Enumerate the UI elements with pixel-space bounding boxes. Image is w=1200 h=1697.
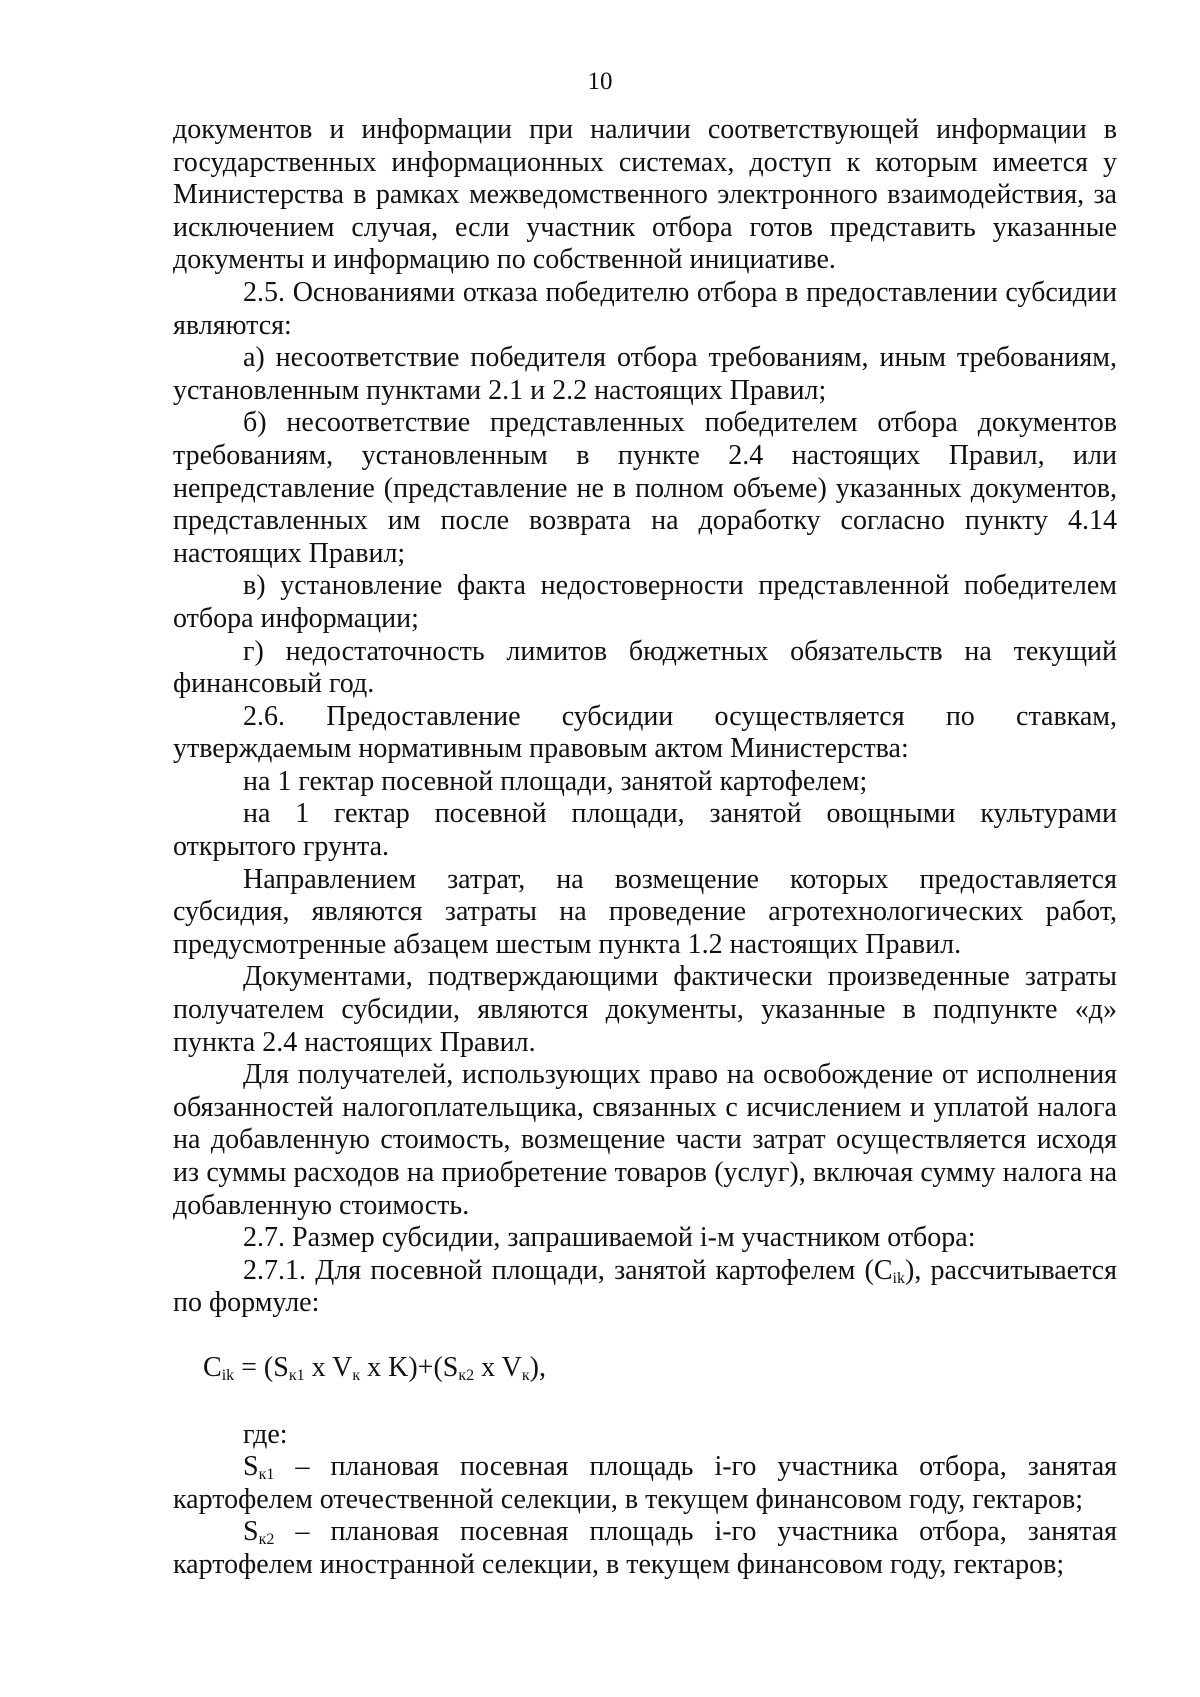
symbol: S	[243, 1516, 259, 1548]
paragraph-g: г) недостаточность лимитов бюджетных обязательств на текущий финансовый год.	[173, 635, 1117, 700]
formula-segment: ),	[529, 1351, 546, 1383]
symbol: S	[243, 1451, 259, 1483]
formula-subscript: ik	[221, 1366, 235, 1384]
symbol-subscript: к1	[258, 1466, 275, 1484]
paragraph-cost-direction: Направлением затрат, на возмещение которых предоставляется субсидия, являются затраты на проведение агротехнологических работ, предусмотренные абзацем шестым пункта 1.2 настоящих Правил.	[173, 863, 1117, 960]
definition-text: – плановая посевная площадь i-го участника отбора, занятая картофелем иностранной селекции, в текущем финансовом году, гектаров;	[173, 1516, 1117, 1580]
formula-segment: x K)+(S	[360, 1351, 459, 1383]
paragraph-potato-rate: на 1 гектар посевной площади, занятой картофелем;	[243, 765, 868, 797]
paragraph-where: где:	[243, 1418, 288, 1450]
paragraph-2-6: 2.6. Предоставление субсидии осуществляется по ставкам, утверждаемым нормативным правовым актом Министерства:	[173, 700, 1117, 765]
formula-segment: x V	[474, 1351, 522, 1383]
text-segment: 2.7.1. Для посевной площади, занятой картофелем (C	[243, 1254, 893, 1286]
definition-sk1	[173, 1451, 1117, 1516]
paragraph-vat: Для получателей, использующих право на освобождение от исполнения обязанностей налогоплательщика, связанных с исчислением и уплатой налога на добавленную стоимость, возмещение части затрат осуществляется исходя из суммы расходов на приобретение товаров (услуг), включая сумму налога на добавленную стоимость.	[173, 1059, 1117, 1221]
text-segment: ), рассчитывается по формуле:	[173, 1254, 1117, 1319]
paragraph-2-7: 2.7. Размер субсидии, запрашиваемой i-м участником отбора:	[243, 1222, 976, 1254]
definition-sk2	[173, 1516, 1117, 1581]
formula-subscript: к1	[288, 1366, 305, 1384]
definition-text: – плановая посевная площадь i-го участника отбора, занятая картофелем отечественной селекции, в текущем финансовом году, гектаров;	[173, 1451, 1117, 1515]
formula-segment: x V	[304, 1351, 353, 1383]
paragraph-2-5: 2.5. Основаниями отказа победителю отбора в предоставлении субсидии являются:	[173, 276, 1117, 341]
paragraph-v: в) установление факта недостоверности представленной победителем отбора информации;	[173, 570, 1117, 634]
symbol-subscript: к2	[258, 1531, 275, 1549]
paragraph-1: документов и информации при наличии соответствующей информации в государственных информационных системах, доступ к которым имеется у Министерства в рамках межведомственного электронного взаимодействия, за исключением случая, если участник отбора готов представить указанные документы и информацию по собственной инициативе.	[173, 114, 1117, 276]
paragraph-b: б) несоответствие представленных победителем отбора документов требованиям, установленным в пункте 2.4 настоящих Правил, или непредставление (представление не в полном объеме) указанных документов, представленных им после возврата на доработку согласно пункту 4.14 настоящих Правил;	[173, 407, 1117, 569]
formula-subscript: к	[352, 1366, 361, 1384]
paragraph-documents: Документами, подтверждающими фактически произведенные затраты получателем субсидии, являются документы, указанные в подпункте «д» пункта 2.4 настоящих Правил.	[173, 961, 1117, 1058]
subscript: ik	[892, 1269, 905, 1287]
formula	[173, 1352, 1117, 1385]
paragraph-vegetable-rate: на 1 гектар посевной площади, занятой овощными культурами открытого грунта.	[173, 798, 1117, 863]
page-number: 10	[587, 68, 613, 95]
formula-segment: C	[203, 1351, 222, 1383]
paragraph-2-7-1	[173, 1255, 1117, 1320]
document-body	[173, 114, 1117, 1582]
formula-subscript: к2	[458, 1366, 475, 1384]
formula-segment: = (S	[234, 1351, 289, 1383]
paragraph-a: а) несоответствие победителя отбора требованиям, иным требованиям, установленным пунктами 2.1 и 2.2 настоящих Правил;	[173, 342, 1117, 406]
formula-subscript: к	[521, 1366, 530, 1384]
